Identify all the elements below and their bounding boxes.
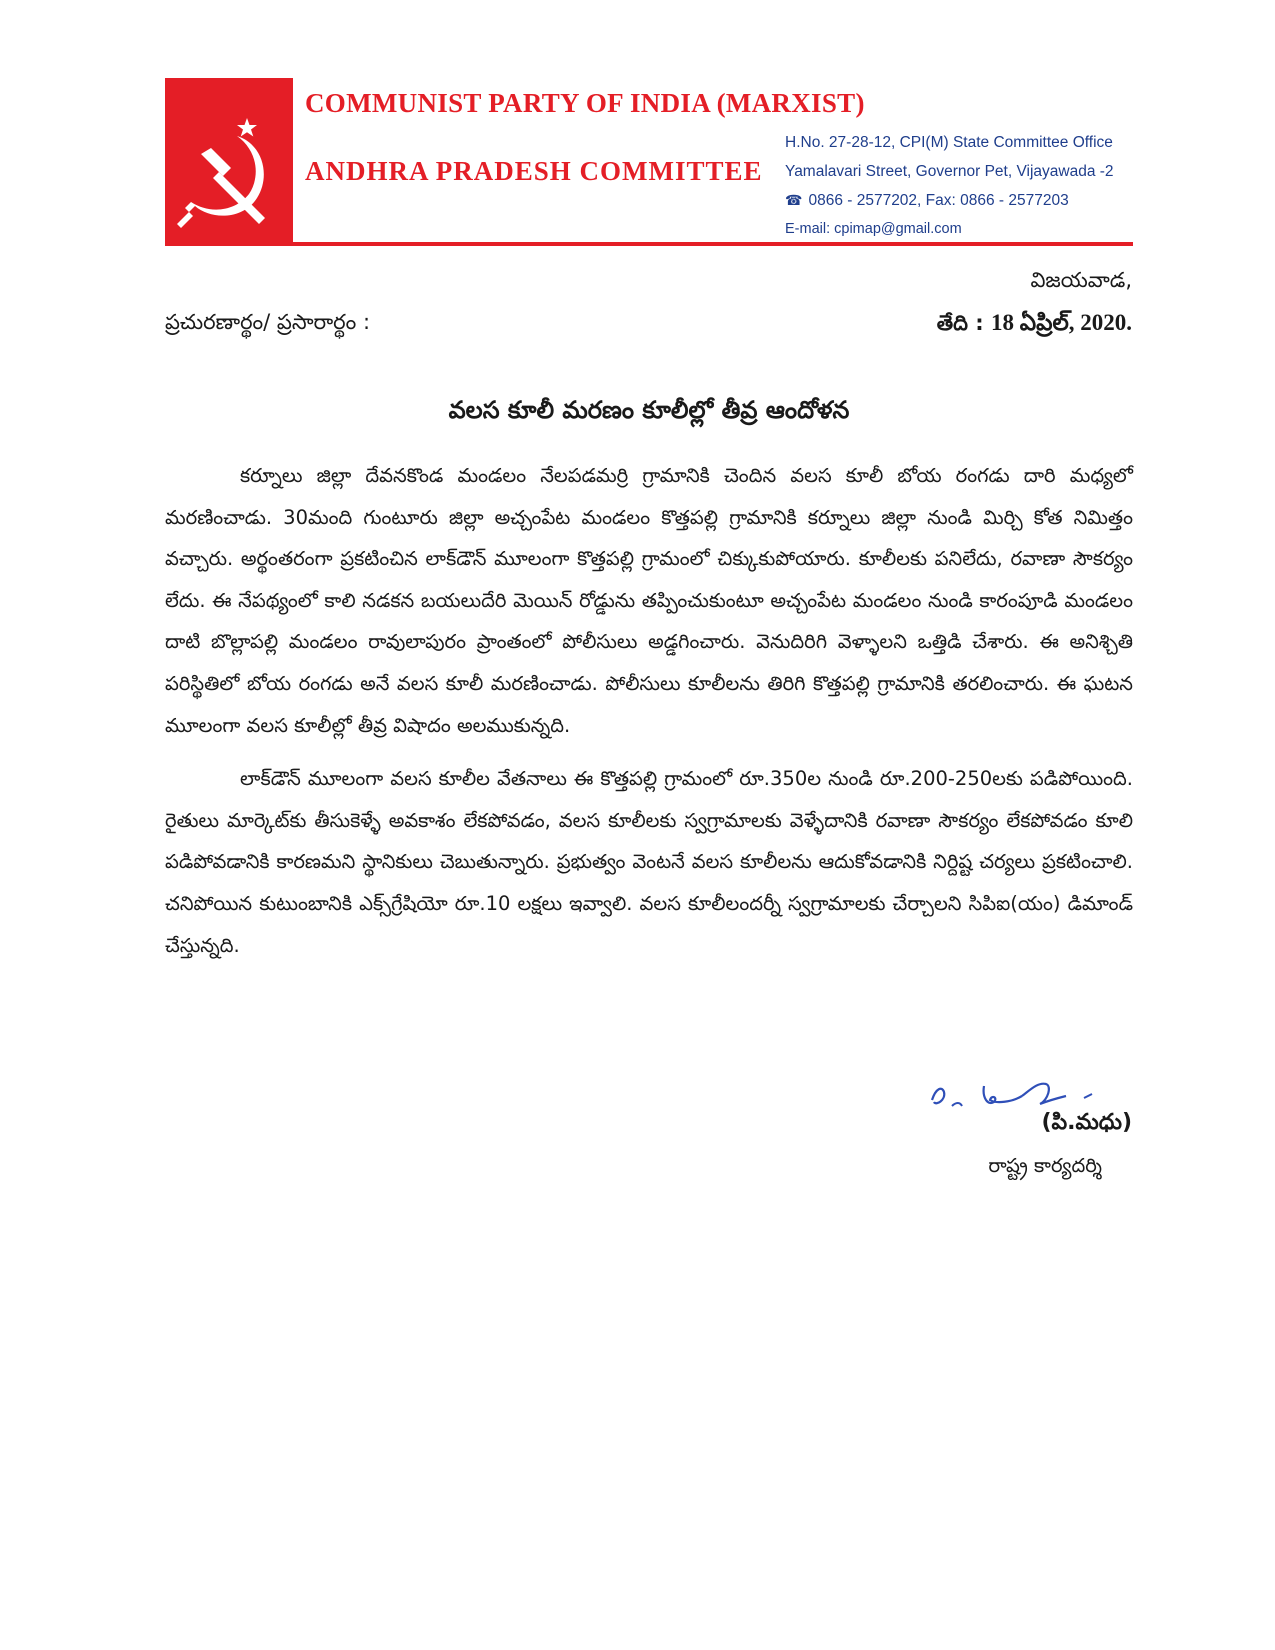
headline: వలస కూలీ మరణం కూలీల్లో తీవ్ర ఆందోళన	[448, 396, 850, 424]
email-line: E-mail: cpimap@gmail.com	[785, 221, 962, 237]
address-line-2: Yamalavari Street, Governor Pet, Vijayawada -2	[785, 163, 1114, 180]
paragraph-2: లాక్‌డౌన్ మూలంగా వలస కూలీల వేతనాలు ఈ కొత్తపల్లి గ్రామంలో రూ.350ల నుండి రూ.200-250లకు పడిపోయింది. రైతులు మార్కెట్‌కు తీసుకెళ్ళే అవకాశం లేకపోవడం, వలస కూలీలకు స్వగ్రామాలకు వెళ్ళేదానికి రవాణా సౌకర్యం లేకపోవడం కూలి పడిపోవడానికి కారణమని స్థానికులు చెబుతున్నారు. ప్రభుత్వం వెంటనే వలస కూలీలను ఆదుకోవడానికి నిర్దిష్ట చర్యలు ప్రకటించాలి. చనిపోయిన కుటుంబానికి ఎక్స్‌గ్రేషియో రూ.10 లక్షలు ఇవ్వాలి. వలస కూలీలందర్నీ స్వగ్రామాలకు చేర్చాలని సిపిఐ(యం) డిమాండ్ చేస్తున్నది.	[165, 767, 1133, 957]
hammer-sickle-star-icon	[165, 78, 293, 246]
date-value: 18 ఏప్రిల్, 2020.	[990, 310, 1132, 335]
date-line	[937, 310, 1132, 342]
party-name: COMMUNIST PARTY OF INDIA (MARXIST)	[305, 88, 865, 118]
phone-line	[785, 186, 1114, 215]
place: విజయవాడ,	[1030, 268, 1132, 292]
letterhead	[165, 78, 1133, 248]
signer-name: (పి.మధు)	[1041, 1110, 1132, 1135]
paragraph-1: కర్నూలు జిల్లా దేవనకొండ మండలం నేలపడమర్రి గ్రామానికి చెందిన వలస కూలీ బోయ రంగడు దారి మధ్యలో మరణించాడు. 30మంది గుంటూరు జిల్లా అచ్చంపేట మండలం కొత్తపల్లి గ్రామానికి కర్నూలు జిల్లా నుండి మిర్చి కోత నిమిత్తం వచ్చారు. అర్థంతరంగా ప్రకటించిన లాక్‌డౌన్ మూలంగా కొత్తపల్లి గ్రామంలో చిక్కుకుపోయారు. కూలీలకు పనిలేదు, రవాణా సౌకర్యం లేదు. ఈ నేపథ్యంలో కాలి నడకన బయలుదేరి మెయిన్ రోడ్డును తప్పించుకుంటూ అచ్చంపేట మండలం నుండి కారంపూడి మండలం దాటి బొల్లాపల్లి మండలం రావులాపురం ప్రాంతంలో పోలీసులు అడ్డగించారు. వెనుదిరిగి వెళ్ళాలని ఒత్తిడి చేశారు. ఈ అనిశ్చితి పరిస్థితిలో బోయ రంగడు అనే వలస కూలీ మరణించాడు. పోలీసులు కూలీలను తిరిగి కొత్తపల్లి గ్రామానికి తరలించారు. ఈ ఘటన మూలంగా వలస కూలీల్లో తీవ్ర విషాదం అలముకున్నది.	[165, 464, 1133, 737]
press-release-body	[165, 455, 1133, 978]
date-prefix: తేది :	[936, 311, 984, 335]
release-label: ప్రచురణార్థం/ ప్రసారార్థం :	[165, 310, 371, 334]
signer-title: రాష్ట్ర కార్యదర్శి	[988, 1154, 1102, 1177]
committee-name: ANDHRA PRADESH COMMITTEE	[305, 156, 763, 186]
address-line-1: H.No. 27-28-12, CPI(M) State Committee Office	[785, 134, 1113, 151]
phone-numbers: 0866 - 2577202, Fax: 0866 - 2577203	[808, 192, 1069, 209]
signature-block	[912, 1078, 1132, 1218]
office-address	[785, 128, 1114, 244]
party-logo	[165, 78, 293, 246]
phone-icon: ☎	[785, 192, 803, 208]
